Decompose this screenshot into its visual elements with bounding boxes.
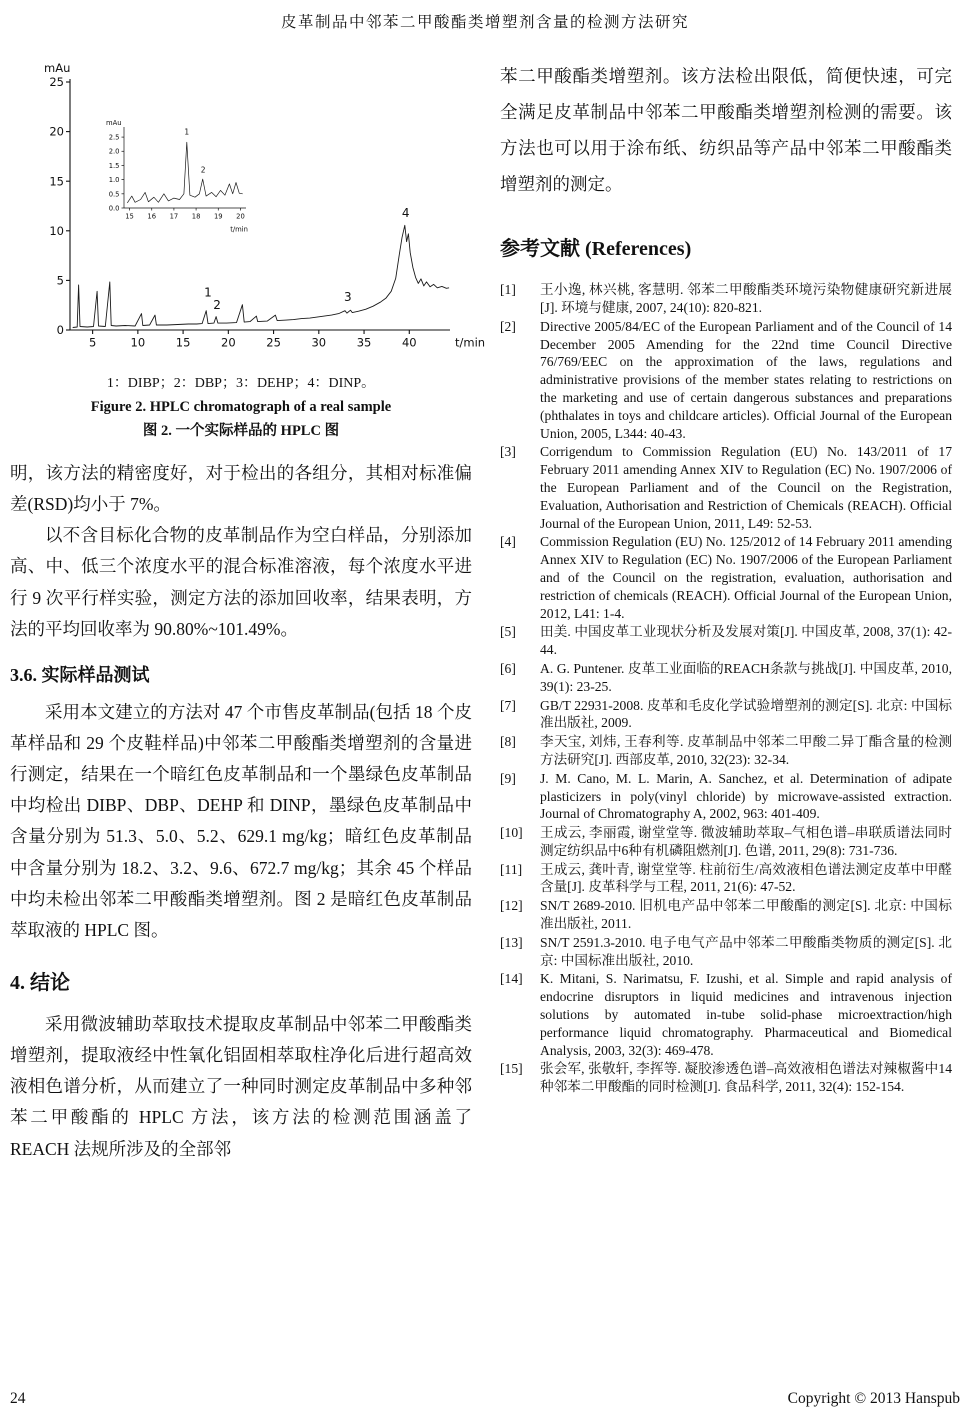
paragraph-real-samples: 采用本文建立的方法对 47 个市售皮革制品(包括 18 个皮革样品和 29 个皮鞋样品)中邻苯二甲酸酯类增塑剂的含量进行测定，结果在一个暗红色皮革制品和一个墨绿色皮革制品中均检出 DIBP、DBP、DEHP 和 DINP，墨绿色皮革制品中含量分别为 51.3、5.0、5.2、629.1 mg/kg；暗红色皮革制品中含量分别为 18.2、3.2、9.6、672.7 mg/kg；其余 45 个样品中均未检出邻苯二甲酸酯类增塑剂。图 2 是暗红色皮革制品萃取液的 HPLC 图。 — [10, 701, 472, 940]
reference-text: SN/T 2591.3-2010. 电子电气产品中邻苯二甲酸酯类物质的测定[S]. 北京: 中国标准出版社, 2010. — [540, 934, 952, 968]
references-list — [500, 281, 952, 1096]
svg-text:40: 40 — [401, 335, 417, 350]
reference-text: 王成云, 李丽霞, 谢堂堂等. 微波辅助萃取–气相色谱–串联质谱法同时测定纺织品中6种有机磷阻燃剂[J]. 色谱, 2011, 29(8): 731-736. — [540, 825, 952, 858]
svg-text:5: 5 — [56, 273, 64, 288]
paragraph-precision: 明，该方法的精密度好，对于检出的各组分，其相对标准偏差(RSD)均小于 7%。 — [10, 463, 472, 515]
reference-number: [8] — [500, 734, 516, 750]
svg-text:2.5: 2.5 — [108, 133, 120, 142]
svg-text:20: 20 — [49, 124, 64, 139]
svg-text:25: 25 — [49, 75, 64, 90]
paragraph-conclusion-continued: 苯二甲酸酯类增塑剂。该方法检出限低，简便快速，可完全满足皮革制品中邻苯二甲酸酯类增塑剂检测的需要。该方法也可以用于涂布纸、纺织品等产品中邻苯二甲酸酯类增塑剂的测定。 — [500, 66, 952, 195]
reference-number: [12] — [500, 898, 523, 914]
left-column — [10, 58, 486, 1165]
svg-text:25: 25 — [266, 335, 281, 350]
reference-item — [500, 861, 952, 897]
reference-text: SN/T 2689-2010. 旧机电产品中邻苯二甲酸酯的测定[S]. 北京: 中国标准出版社, 2011. — [540, 898, 952, 932]
svg-text:20: 20 — [236, 212, 245, 221]
svg-text:t/min: t/min — [230, 225, 248, 234]
reference-number: [1] — [500, 282, 516, 298]
svg-text:1.0: 1.0 — [108, 176, 120, 185]
svg-text:mAu: mAu — [44, 61, 71, 75]
reference-number: [11] — [500, 861, 523, 877]
figure-caption-zh: 图 2. 一个实际样品的 HPLC 图 — [142, 423, 340, 439]
svg-text:2: 2 — [200, 165, 206, 175]
reference-text: GB/T 22931-2008. 皮革和毛皮化学试验增塑剂的测定[S]. 北京: 中国标准出版社, 2009. — [540, 697, 952, 731]
reference-item — [500, 533, 952, 622]
figure-legend: 1：DIBP；2：DBP；3：DEHP；4：DINP。 — [106, 376, 376, 391]
svg-text:1.5: 1.5 — [108, 161, 120, 170]
reference-item — [500, 824, 952, 860]
section-heading-3-6: 3.6. 实际样品测试 — [10, 664, 150, 685]
svg-text:16: 16 — [147, 212, 157, 221]
reference-number: [5] — [500, 624, 516, 640]
svg-text:20: 20 — [221, 335, 236, 350]
reference-number: [2] — [500, 318, 516, 334]
reference-item — [500, 697, 952, 733]
svg-text:2.0: 2.0 — [108, 147, 120, 156]
reference-text: 李天宝, 刘炜, 王春利等. 皮革制品中邻苯二甲酸二异丁酯含量的检测方法研究[J]. 西部皮革, 2010, 32(23): 32-34. — [540, 734, 952, 767]
svg-text:mAu: mAu — [106, 119, 122, 127]
svg-text:4: 4 — [401, 205, 410, 220]
svg-text:0.0: 0.0 — [108, 204, 120, 213]
section-heading-4: 4. 结论 — [10, 971, 70, 994]
reference-number: [9] — [500, 770, 516, 786]
reference-text: Commission Regulation (EU) No. 125/2012 of 14 February 2011 amending Annex XIV to Regulation (EC) No. 1907/2006 of the European Parliament and of the Council on the registration, evaluation, authorisation and restriction of chemicals (REACH). Official Journal of the European Union, 2012, L41: 1-4. — [540, 534, 952, 621]
svg-text:1: 1 — [204, 285, 212, 300]
reference-text: 王小逸, 林兴桃, 客慧明. 邻苯二甲酸酯类环境污染物健康研究新进展[J]. 环境与健康, 2007, 24(10): 820-821. — [540, 282, 952, 315]
reference-text: 张会军, 张敬轩, 李挥等. 凝胶渗透色谱–高效液相色谱法对辣椒酱中14种邻苯二甲酸酯的同时检测[J]. 食品科学, 2011, 32(4): 152-154. — [540, 1061, 952, 1095]
reference-number: [13] — [500, 934, 523, 950]
svg-text:2: 2 — [213, 298, 221, 313]
running-head: 皮革制品中邻苯二甲酸酯类增塑剂含量的检测方法研究 — [280, 14, 689, 31]
svg-text:19: 19 — [213, 212, 223, 221]
svg-text:18: 18 — [191, 212, 201, 221]
reference-number: [14] — [500, 971, 523, 987]
reference-number: [10] — [500, 825, 523, 841]
reference-item — [500, 318, 952, 443]
svg-text:1: 1 — [184, 127, 190, 137]
svg-text:15: 15 — [125, 212, 134, 221]
reference-text: 田美. 中国皮革工业现状分析及发展对策[J]. 中国皮革, 2008, 37(1): 42-44. — [540, 624, 952, 658]
svg-text:15: 15 — [49, 174, 64, 189]
svg-text:35: 35 — [356, 335, 372, 350]
svg-text:10: 10 — [49, 223, 64, 238]
reference-item — [500, 1060, 952, 1096]
page-number: 24 — [10, 1390, 26, 1407]
reference-number: [3] — [500, 444, 516, 460]
figure-caption-en: Figure 2. HPLC chromatograph of a real sample — [90, 399, 392, 415]
copyright: Copyright © 2013 Hanspub — [787, 1390, 960, 1407]
reference-item — [500, 897, 952, 933]
right-column — [500, 58, 952, 1165]
reference-text: Corrigendum to Commission Regulation (EU) No. 143/2011 of 17 February 2011 amending Annex XIV to Regulation (EC) No. 1907/2006 of the European Parliament and of the Council on the Registration, Evaluation, Authorisation and Restriction of Chemicals (REACH). Official Journal of the European Union, 2011, L49: 52-53. — [540, 444, 952, 531]
figure-2 — [10, 58, 486, 440]
reference-number: [15] — [500, 1061, 523, 1077]
page-footer — [10, 1390, 960, 1408]
reference-number: [6] — [500, 660, 516, 676]
svg-text:t/min: t/min — [455, 335, 486, 350]
svg-text:10: 10 — [130, 335, 146, 350]
hplc-chromatogram-figure — [24, 58, 498, 360]
svg-text:17: 17 — [169, 212, 179, 221]
svg-text:0.5: 0.5 — [108, 190, 120, 199]
references-heading: 参考文献 (References) — [500, 238, 692, 261]
svg-text:15: 15 — [175, 335, 191, 350]
reference-item — [500, 623, 952, 659]
reference-item — [500, 970, 952, 1059]
reference-text: J. M. Cano, M. L. Marin, A. Sanchez, et al. Determination of adipate plasticizers in poly(vinyl chloride) by microwave-assisted extraction. Journal of Chromatography A, 2002, 963: 401-409. — [540, 770, 952, 822]
reference-text: Directive 2005/84/EC of the European Parliament and of the Council of 14 December 2005 Amending for the 22nd time Council Directive 76/769/EEC on the approximation of the laws, regulations and administrative provisions of the member states relating to restrictions on the marketing and use of certain dangerous substances and preparations (phthalates in toys and childcare articles). Official Journal of the European Union, 2005, L344: 40-43. — [540, 318, 952, 441]
two-column-body — [10, 58, 960, 1165]
reference-number: [4] — [500, 534, 516, 550]
reference-item — [500, 770, 952, 823]
svg-text:5: 5 — [88, 335, 97, 350]
paragraph-recovery: 以不含目标化合物的皮革制品作为空白样品，分别添加高、中、低三个浓度水平的混合标准溶液，每个浓度水平进行 9 次平行样实验，测定方法的添加回收率，结果表明，方法的平均回收率为 90.80%~101.49%。 — [10, 525, 472, 639]
paragraph-conclusion: 采用微波辅助萃取技术提取皮革制品中邻苯二甲酸酯类增塑剂，提取液经中性氧化铝固相萃取柱净化后进行超高效液相色谱分析，从而建立了一种同时测定皮革制品中多种邻苯二甲酸酯的 HPLC 方法，该方法的检测范围涵盖了 REACH 法规所涉及的全部邻 — [10, 1013, 472, 1159]
reference-item — [500, 281, 952, 317]
reference-text: 王成云, 龚叶青, 谢堂堂等. 柱前衍生/高效液相色谱法测定皮革中甲醛含量[J]. 皮革科学与工程, 2011, 21(6): 47-52. — [540, 861, 952, 895]
reference-item — [500, 934, 952, 970]
svg-text:0: 0 — [56, 323, 64, 338]
reference-item — [500, 733, 952, 769]
reference-item — [500, 443, 952, 532]
reference-number: [7] — [500, 697, 516, 713]
reference-text: K. Mitani, S. Narimatsu, F. Izushi, et al. Simple and rapid analysis of endocrine disruptors in liquid medicines and intravenous injection solutions by automated in-tube solid-phase microextraction/high performance liquid chromatography. Pharmaceutical and Biomedical Analysis, 2003, 32(3): 469-478. — [540, 971, 952, 1058]
svg-text:3: 3 — [343, 290, 352, 305]
svg-text:30: 30 — [311, 335, 327, 350]
reference-text: A. G. Puntener. 皮革工业面临的REACH条款与挑战[J]. 中国皮革, 2010, 39(1): 23-25. — [540, 660, 952, 694]
reference-item — [500, 660, 952, 696]
